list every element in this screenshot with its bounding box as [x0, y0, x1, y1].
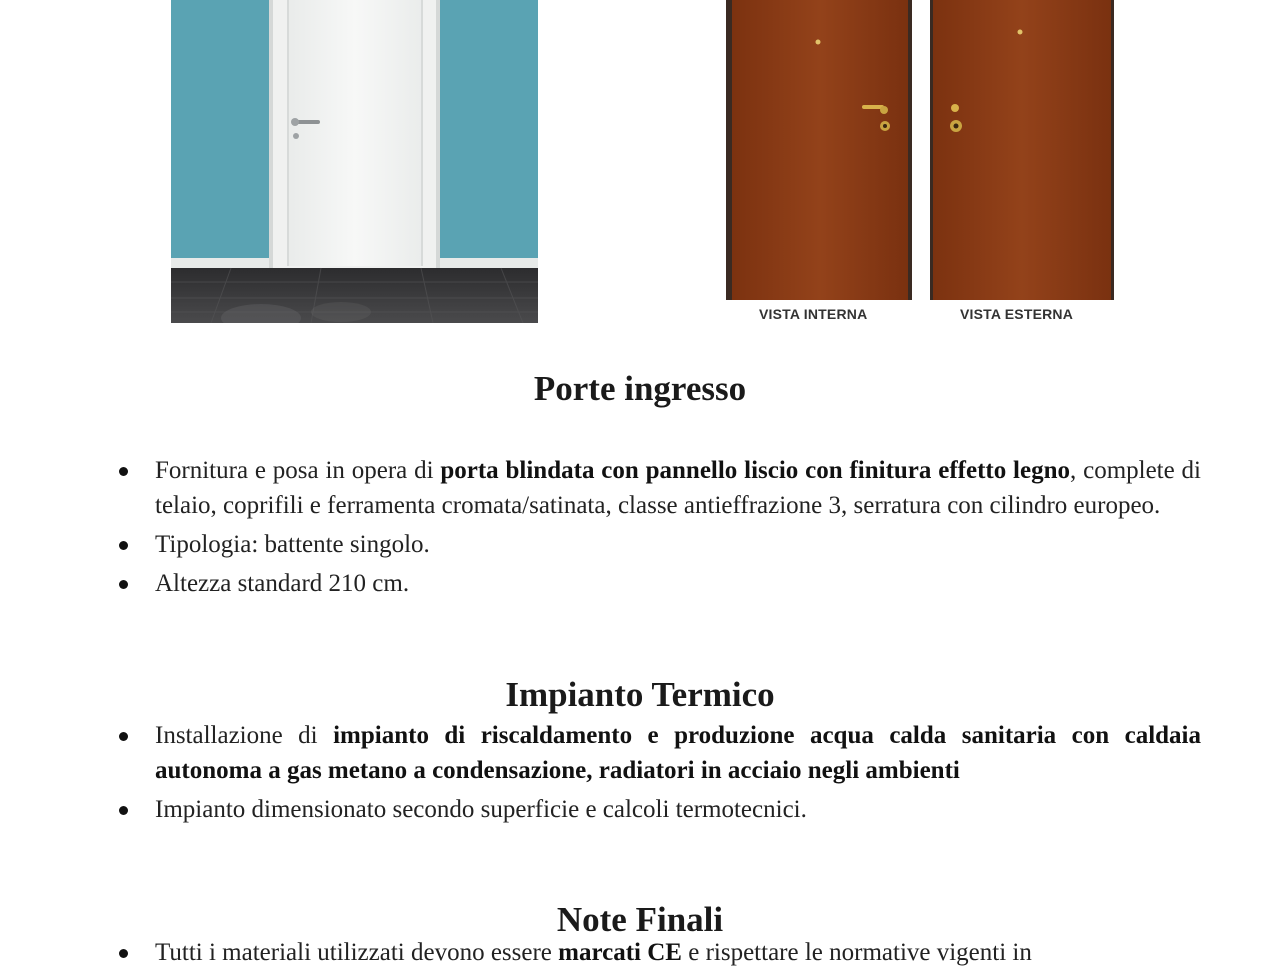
note-finali-list	[155, 935, 1201, 970]
impianto-termico-list	[155, 718, 1201, 827]
item-bold-text: marcati CE	[558, 939, 682, 966]
list-item	[155, 718, 1201, 788]
item-text: Altezza standard 210 cm.	[155, 570, 410, 597]
item-text: Fornitura e posa in opera di	[155, 457, 441, 484]
caption-external-view: VISTA ESTERNA	[960, 306, 1074, 322]
item-bold-text: impianto di riscaldamento e produzione acqua calda sanitaria con caldaia autonoma a gas metano a condensazione, radiatori in acciaio negli ambienti	[155, 722, 1201, 784]
caption-internal-view: VISTA INTERNA	[759, 306, 868, 322]
list-item	[155, 527, 1201, 562]
item-bold-text: porta blindata con pannello liscio con finitura effetto legno	[440, 457, 1071, 484]
section-title-note-finali: Note Finali	[556, 900, 724, 939]
white-door-photo	[171, 0, 538, 323]
list-item	[155, 453, 1201, 523]
item-text: e rispettare le normative vigenti in	[681, 939, 1032, 966]
item-text: Tipologia: battente singolo.	[155, 531, 430, 558]
list-item	[155, 566, 1201, 601]
item-text: Impianto dimensionato secondo superficie e calcoli termotecnici.	[155, 796, 807, 823]
item-text: , complete di telaio, coprifili e ferramenta cromata/satinata, classe antieffrazione 3, serratura con cilindro europeo.	[155, 457, 1201, 519]
item-text: Tutti i materiali utilizzati devono essere	[155, 939, 559, 966]
list-item	[155, 792, 1201, 827]
list-item	[155, 935, 1201, 970]
section-title-impianto-termico: Impianto Termico	[505, 675, 775, 714]
item-text: Installazione di	[155, 722, 334, 749]
armored-doors-photo	[726, 0, 1116, 330]
section-title-porte-ingresso: Porte ingresso	[533, 369, 747, 408]
porte-ingresso-list	[155, 453, 1201, 601]
